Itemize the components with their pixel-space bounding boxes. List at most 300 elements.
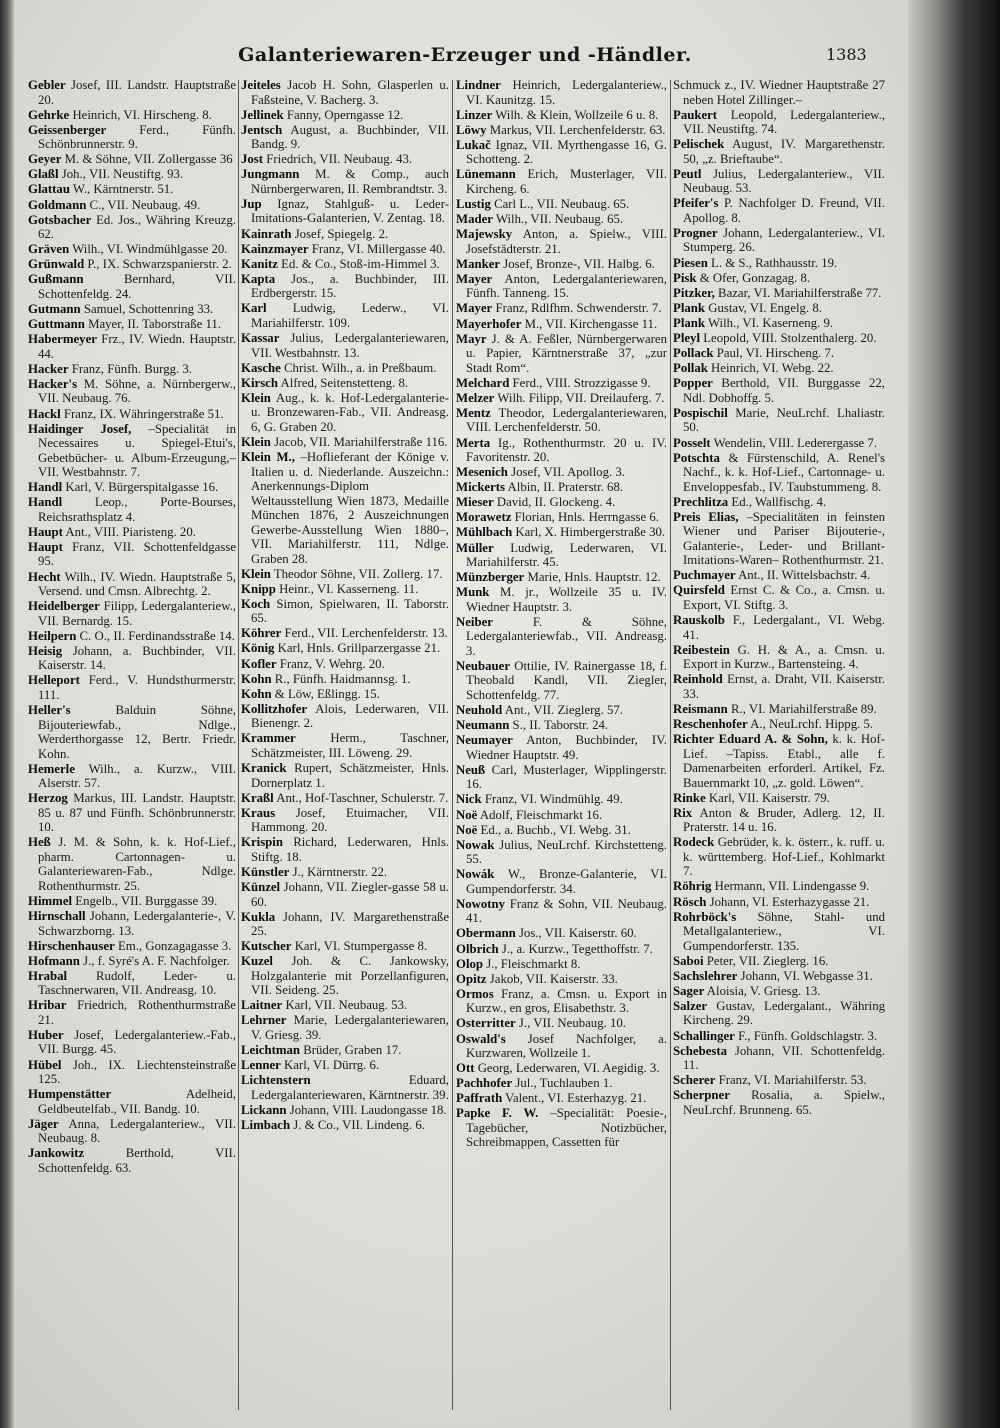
entry-details: Richard, Lederwaren, Hnls. Stiftg. 18. [251,835,449,864]
directory-entry [241,1103,449,1118]
entry-name: Ormos [456,986,494,1001]
entry-details: Johann, Ledergalanteriew., VI. Stumperg. 26. [683,225,885,255]
entry-name: Himmel [28,893,73,908]
entry-details: Karl, VI. Dürrg. 6. [284,1058,380,1073]
directory-entry [456,541,667,570]
entry-name: Kainzmayer [241,241,309,256]
entry-name: Neiber [456,614,493,629]
entry-name: Kirsch [241,375,278,390]
directory-column-4 [673,78,885,1418]
entry-name: Münzberger [456,570,525,585]
directory-entry [673,271,885,286]
directory-entry [28,673,236,702]
entry-details: Aloisia, V. Griesg. 13. [706,983,821,998]
directory-entry [241,242,449,257]
entry-details: Carl L., VII. Neubaug. 65. [494,196,630,211]
entry-details: Söhne, Stahl- und Metallgalanteriew., VI. Gumpendorferstr. 135. [683,909,885,953]
directory-entry [456,897,667,926]
directory-entry [456,585,667,614]
directory-entry [673,1029,885,1044]
entry-details: Wendelin, VIII. Lederergasse 7. [713,435,878,450]
entry-details: Wilh., IV. Wiedn. Hauptstraße 5, Versend. und Cmsn. Albrechtg. 2. [38,569,236,599]
directory-entry [456,957,667,972]
entry-details: Ferd., VIII. Strozzigasse 9. [512,375,651,390]
entry-name: Pollack [673,346,714,361]
entry-name: Haupt [28,524,63,539]
entry-details: Franz, V. Wehrg. 20. [279,656,385,671]
entry-name: Schebesta [673,1043,728,1058]
entry-name: Sager [673,983,705,998]
directory-entry [673,510,885,568]
entry-details: Leop., Porte-Bourses, Reichsrathsplatz 4. [38,495,236,524]
directory-entry [456,108,667,123]
directory-entry [456,615,667,659]
entry-name: Gußmann [28,272,84,287]
directory-entry [456,525,667,540]
directory-entry [241,672,449,687]
entry-details: Ernst C. & Co., a. Cmsn. u. Export, VI. Stiftg. 3. [683,583,885,612]
entry-details: Leopold, Ledergalanteriew., VII. Neustiftg. 74. [683,107,885,137]
directory-entry [28,1028,236,1057]
directory-entry [456,987,667,1016]
entry-details: S., II. Taborstr. 24. [512,718,609,733]
entry-details: Ludwig, Lederwaren, VI. Mariahilferstr. 45. [466,540,667,570]
directory-entry [673,346,885,361]
entry-details: P., IX. Schwarzspanierstr. 2. [87,257,232,272]
directory-entry [673,137,885,166]
entry-name: Rinke [673,790,706,805]
entry-details: Ludwig, Lederw., VI. Mariahilferstr. 109. [251,301,449,330]
entry-details: Herm., Taschner, Schätzmeister, III. Löweng. 29. [251,731,449,760]
entry-details: Ant., VIII. Piaristeng. 20. [65,524,196,539]
entry-name: Neuhold [456,703,503,718]
entry-name: Mentz [456,405,491,420]
entry-details: Johann, IV. Margarethenstraße 25. [251,909,449,939]
directory-entry [28,954,236,969]
directory-entry [673,568,885,583]
entry-details: Bernhard, VII. Schottenfeldg. 24. [38,272,236,301]
entry-details: & Ofer, Gonzagag. 8. [699,270,811,285]
directory-entry [456,942,667,957]
entry-details: Johann, a. Buchbinder, VII. Kaiserstr. 14. [38,643,236,673]
entry-name: Opitz [456,971,487,986]
entry-name: Gutmann [28,302,81,317]
entry-details: k. k. Hof-Lief. –Tapiss. Etabl., alle f. Damenarbeiten erforderl. Artikel, Fz. Bauernmarkt 10, „z. gold. Löwen“. [683,732,885,790]
entry-details: J. & A. Feßler, Nürnbergerwaren u. Papier, Kärntnerstraße 37, „zur Stadt Rom“. [466,331,667,375]
directory-entry [456,406,667,435]
directory-entry [28,540,236,569]
entry-name: Kranick [241,761,287,776]
directory-entry [456,808,667,823]
entry-name: Mayer [456,271,493,286]
directory-entry [28,762,236,791]
directory-entry [241,657,449,672]
entry-name: Nowotny [456,896,506,911]
directory-entry [456,272,667,301]
entry-details: Leopold, VIII. Stolzenthalerg. 20. [703,331,877,346]
entry-name: Humpenstätter [28,1087,112,1102]
entry-name: Quirsfeld [673,583,725,598]
entry-details: Ignaz, Stahlguß- u. Leder-Imitations-Galanterien, V. Zentag. 18. [251,196,449,226]
entry-details: M. & Comp., auch Nürnbergerwaren, II. Rembrandtstr. 3. [251,167,449,196]
entry-name: Popper [673,376,713,391]
entry-details: –Specialitäten in feinsten Wiener und Pariser Bijouterie-, Galanterie-, Leder- und Brillant-Imitations-Waren– Rothenthurmstr. 21. [683,509,885,568]
entry-name: Kanitz [241,256,278,271]
entry-details: Anton, a. Spielw., VIII. Josefstädterstr. 21. [466,227,667,256]
directory-entry [241,865,449,880]
entry-details: Heinr., VI. Kasserneng. 11. [279,581,419,596]
entry-name: Heidelberger [28,599,100,614]
directory-entry [28,257,236,272]
entry-details: C., VII. Neubaug. 49. [89,197,201,212]
entry-details: W., Kärntnerstr. 51. [72,182,174,197]
entry-details: Ed., Wallfischg. 4. [731,494,827,509]
entry-name: Helleport [28,673,80,688]
directory-entry [456,197,667,212]
entry-name: Handl [28,495,63,510]
directory-entry [241,331,449,360]
entry-details: R., Fünfh. Haidmannsg. 1. [274,671,411,686]
entry-details: M. Söhne, a. Nürnbergerw., VII. Neubaug. 76. [38,376,236,406]
entry-details: Aug., k. k. Hof-Ledergalanterie- u. Bronzewaren-Fab., VII. Andreasg. 6, G. Graben 20. [251,390,449,434]
entry-details: Ignaz, VII. Myrthengasse 16, G. Schotteng. 2. [466,137,667,167]
directory-entry [456,123,667,138]
entry-details: Frz., IV. Wiedn. Hauptstr. 44. [38,332,236,361]
entry-details: Marie, Hnls. Hauptstr. 12. [527,570,661,585]
entry-details: Balduin Söhne, Bijouteriewfab., Ndlge., Werderthorgasse 12, Bertr. Friedr. Kohn. [38,703,236,761]
directory-entry [28,123,236,152]
directory-entry [456,1061,667,1076]
entry-details: Franz, VI. Mariahilferstr. 53. [718,1073,867,1088]
directory-entry [673,672,885,701]
entry-name: Glattau [28,182,70,197]
directory-entry [673,954,885,969]
entry-name: Neumann [456,718,510,733]
entry-details: Schmuck z., IV. Wiedner Hauptstraße 27 neben Hotel Zillinger.– [673,78,885,107]
entry-name: Rauskolb [673,613,725,628]
directory-column-2 [241,78,449,1418]
entry-details: Franz, IX. Währingerstraße 51. [63,406,224,421]
entry-details: Ferd., Fünfh. Schönbrunnerstr. 9. [38,122,236,152]
entry-name: Jellinek [241,107,284,122]
entry-name: Hübel [28,1057,62,1072]
entry-name: Gotsbacher [28,212,92,227]
entry-details: Johann, VIII. Laudongasse 18. [289,1102,447,1117]
directory-entry [673,495,885,510]
entry-name: Lukač [456,137,491,152]
directory-entry [456,972,667,987]
entry-details: Ferd., VII. Lerchenfelderstr. 13. [284,626,448,641]
entry-name: Mayr [456,331,487,346]
entry-name: Posselt [673,435,711,450]
entry-name: Jost [241,152,264,167]
entry-name: Progner [673,225,718,240]
entry-name: Röhrig [673,879,712,894]
entry-details: G. H. & A., a. Cmsn. u. Export in Kurzw., Bartensteing. 4. [683,642,885,672]
directory-entry [456,317,667,332]
entry-details: J., f. Syré's A. F. Nachfolger. [83,953,230,968]
entry-name: Pisk [673,270,697,285]
entry-name: Haidinger Josef, [28,421,132,436]
entry-name: Limbach [241,1117,291,1132]
entry-name: Melzer [456,390,495,405]
entry-name: Lindner [456,78,501,92]
entry-details: Josef, VII. Apollog. 3. [511,465,625,480]
entry-name: Ott [456,1061,475,1076]
entry-details: J., Kärntnerstr. 22. [292,864,388,879]
directory-entry [673,910,885,954]
directory-entry [241,361,449,376]
entry-name: Rodeck [673,835,715,850]
directory-entry [28,362,236,377]
directory-entry [241,761,449,790]
entry-name: Kasche [241,360,281,375]
entry-name: Melchard [456,375,510,390]
directory-entry [673,1044,885,1073]
directory-entry [28,317,236,332]
entry-details: Georg, Lederwaren, VI. Aegidig. 3. [477,1061,660,1076]
entry-details: Anton, Ledergalanteriewaren, Fünfh. Tanneng. 15. [466,271,667,301]
entry-details: Josef, Spiegelg. 2. [294,226,389,241]
entry-name: Guttmann [28,317,85,332]
entry-name: Pachhofer [456,1076,513,1091]
directory-entry [673,984,885,999]
entry-name: Rösch [673,894,707,909]
entry-name: Knipp [241,581,276,596]
entry-name: Mayer [456,301,493,316]
entry-name: Noë [456,807,478,822]
entry-name: Handl [28,480,63,495]
directory-entry [456,718,667,733]
entry-details: Simon, Spielwaren, II. Taborstr. 65. [251,596,449,626]
directory-entry [28,599,236,628]
directory-entry [28,182,236,197]
directory-entry [28,525,236,540]
entry-name: Pfeifer's [673,196,719,211]
page-title: Galanteriewaren-Erzeuger und -Händler. [238,44,692,66]
entry-details: Wilh., VII. Neubaug. 65. [495,212,624,227]
entry-name: Mayerhofer [456,316,522,331]
directory-entry [241,450,449,566]
entry-name: Manker [456,256,501,271]
entry-name: Hemerle [28,761,75,776]
entry-name: Klein [241,566,271,581]
directory-entry [456,823,667,838]
entry-details: Alois, Lederwaren, VII. Bienengr. 2. [251,701,449,731]
entry-details: Berthold, VII. Schottenfeldg. 63. [38,1146,236,1175]
entry-name: Geissenberger [28,122,107,137]
entry-details: Ernst, a. Draht, VII. Kaiserstr. 33. [683,672,885,701]
entry-name: Koch [241,596,271,611]
directory-entry [456,465,667,480]
directory-entry [241,954,449,998]
directory-entry [456,1076,667,1091]
entry-details: Karl, VII. Neubaug. 53. [285,998,408,1013]
directory-entry [673,702,885,717]
entry-name: Hirnschall [28,909,86,923]
entry-details: Rosalia, a. Spielw., NeuLrchf. Brunneng. 65. [683,1088,885,1117]
entry-details: Johann, VI. Webgasse 31. [740,968,873,983]
entry-name: Scherpner [673,1088,730,1103]
directory-entry [28,939,236,954]
entry-name: Jungmann [241,167,300,182]
entry-name: Lichtenstern [241,1073,311,1088]
entry-name: Kraßl [241,790,274,805]
directory-entry [28,272,236,301]
entry-name: Laitner [241,998,283,1013]
entry-name: Heisig [28,643,63,658]
directory-entry [673,791,885,806]
directory-entry [28,302,236,317]
entry-details: Gustav, Ledergalant., Währing Kircheng. 29. [683,998,885,1028]
entry-name: Mesenich [456,465,508,480]
entry-name: Merta [456,435,491,450]
directory-entry [28,629,236,644]
directory-column-3 [456,78,667,1418]
entry-name: Pospischil [673,405,728,420]
entry-details: Gebrüder, k. k. österr., k. ruff. u. k. württemberg. Hof-Lief., Kohlmarkt 7. [683,835,885,879]
directory-entry [241,702,449,731]
entry-details: L. & S., Rathhausstr. 19. [711,255,838,270]
directory-entry [28,213,236,242]
column-divider [670,80,671,1410]
directory-entry [673,167,885,196]
entry-details: Wilh. & Klein, Wollzeile 6 u. 8. [495,107,659,122]
directory-entry [241,791,449,806]
directory-entry [673,1088,885,1117]
entry-details: Joh., VII. Neustiftg. 93. [61,167,184,182]
entry-details: Johann, Ledergalanterie-, V. Schwarzborng. 13. [38,909,236,938]
entry-name: Lünemann [456,167,516,182]
directory-entry [673,196,885,225]
entry-details: Karl, VII. Kaiserstr. 79. [708,790,830,805]
entry-details: Franz, a. Cmsn. u. Export in Kurzw., en gros, Elisabethstr. 3. [466,986,667,1016]
entry-name: Nowak [456,837,495,852]
entry-name: Kainrath [241,226,292,241]
entry-details: Johann, VII. Schottenfeldg. 11. [683,1043,885,1073]
directory-entry [673,286,885,301]
entry-name: Rohrböck's [673,909,737,924]
entry-details: Anna, Ledergalanteriew., VII. Neubaug. 8. [38,1116,236,1146]
entry-name: Mühlbach [456,525,513,540]
entry-details: Julius, NeuLrchf. Kirchstetteng. 55. [466,837,667,867]
entry-name: Hecht [28,569,61,584]
directory-entry [241,197,449,226]
entry-name: Potschta [673,450,720,465]
directory-entry [456,376,667,391]
entry-details: Engelb., VII. Burggasse 39. [75,893,218,908]
entry-details: P. Nachfolger D. Freund, VII. Apollog. 8. [683,196,885,225]
entry-details: Hermann, VII. Lindengasse 9. [714,879,870,894]
entry-name: Olop [456,956,484,971]
directory-entry [456,212,667,227]
entry-name: Krammer [241,731,296,746]
entry-details: Adelheid, Geldbeutelfab., VII. Bandg. 10. [38,1087,236,1116]
directory-entry [28,152,236,167]
entry-details: Wilh., a. Kurzw., VIII. Alserstr. 57. [38,761,236,791]
directory-entry [241,1118,449,1133]
entry-details: Rudolf, Leder- u. Taschnerwaren, VII. Andreasg. 10. [38,968,236,998]
entry-name: Pollak [673,361,708,376]
entry-details: Karl, X. Himbergerstraße 30. [515,525,666,540]
directory-entry [28,703,236,761]
directory-entry [28,480,236,495]
entry-name: Hacker's [28,376,78,391]
directory-entry [241,880,449,909]
entry-details: Josef, Bronze-, VII. Halbg. 6. [503,256,655,271]
entry-details: Karl, V. Bürgerspitalgasse 16. [65,480,219,495]
directory-entry [673,895,885,910]
entry-details: M. jr., Wollzeile 35 u. IV. Wiedner Hauptstr. 3. [466,585,667,614]
entry-details: Julius, Ledergalanteriewaren, VII. Westbahnstr. 13. [251,331,449,360]
entry-name: Klein [241,434,271,449]
directory-entry [28,108,236,123]
entry-name: Müller [456,540,494,555]
directory-entry [673,732,885,790]
entry-details: Ant., Hof-Taschner, Schulerstr. 7. [276,790,449,805]
directory-entry [456,1091,667,1106]
directory-entry [673,331,885,346]
directory-entry [673,361,885,376]
directory-entry [673,108,885,137]
entry-details: Ottilie, IV. Rainergasse 18, f. Theobald Kandl, VII. Ziegler, Schottenfeldg. 77. [466,658,667,702]
entry-details: Anton, Buchbinder, IV. Wiedner Hauptstr. 49. [466,733,667,762]
entry-name: Salzer [673,998,708,1013]
entry-details: August, a. Buchbinder, VII. Bandg. 9. [251,122,449,152]
directory-entry [673,226,885,255]
entry-name: Mickerts [456,480,506,495]
entry-details: Ed. Jos., Währing Kreuzg. 62. [38,212,236,242]
directory-entry [673,316,885,331]
entry-name: Munk [456,585,490,600]
entry-name: Huber [28,1027,64,1042]
directory-entry [241,687,449,702]
entry-details: Johann, VII. Ziegler-gasse 58 u. 60. [251,880,449,909]
directory-entry [241,435,449,450]
entry-name: Hofmann [28,953,80,968]
entry-name: Reschenhofer [673,716,748,731]
entry-name: Hrabal [28,968,68,983]
directory-entry [28,969,236,998]
directory-entry [28,377,236,406]
entry-details: W., Bronze-Galanterie, VI. Gumpendorferstr. 34. [466,867,667,896]
directory-entry [673,999,885,1028]
directory-entry [673,879,885,894]
directory-entry [28,242,236,257]
entry-name: Neubauer [456,658,511,673]
entry-details: Markus, VII. Lerchenfelderstr. 63. [489,122,666,137]
entry-name: Lehrner [241,1013,287,1028]
entry-details: August, IV. Margarethenstr. 50, „z. Brieftaube“. [683,137,885,166]
entry-details: Adolf, Fleischmarkt 16. [479,807,603,822]
column-divider [238,80,239,1410]
entry-details: Jakob, VII. Kaiserstr. 33. [489,971,618,986]
entry-details: Florian, Hnls. Herrngasse 6. [514,510,659,525]
entry-details: J., Fleischmarkt 8. [486,956,581,971]
directory-entry [28,1058,236,1087]
entry-name: Hribar [28,998,67,1013]
entry-details: & Fürstenschild, A. Renel's Nachf., k. k. Hof-Lief., Cartonnage- u. Enveloppesfab., IV. Taubstummeng. 8. [683,450,885,494]
entry-details: Josef Nachfolger, a. Kurzwaren, Wollzeile 1. [466,1031,667,1061]
entry-details: Bazar, VI. Mariahilferstraße 77. [718,285,882,300]
entry-details: Alfred, Seitenstetteng. 8. [280,375,409,390]
page-number: 1383 [826,45,867,64]
entry-details: –Specialität: Poesie-, Tagebücher, Notizbücher, Schreibmappen, Cassetten für [466,1106,667,1150]
entry-name: Lustig [456,196,491,211]
entry-name: Kapta [241,271,276,286]
entry-name: Jankowitz [28,1146,85,1161]
directory-entry [456,570,667,585]
